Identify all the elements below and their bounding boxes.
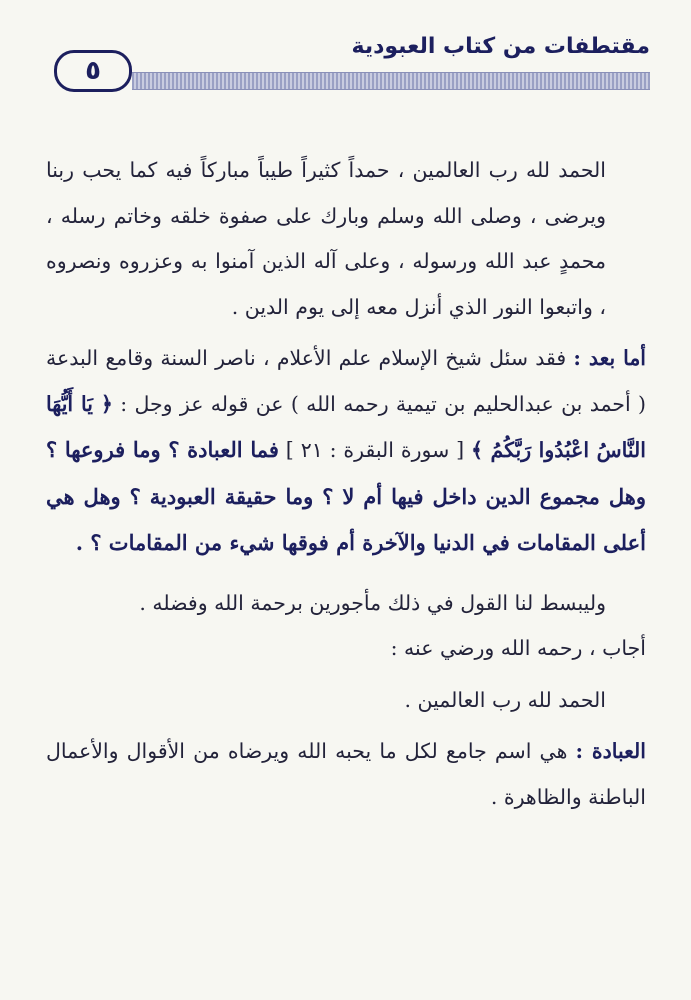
paragraph-answer-intro: أجاب ، رحمه الله ورضي عنه : <box>390 636 646 660</box>
paragraph-definition <box>46 729 646 820</box>
question-intro: فقد سئل شيخ الإسلام علم الأعلام ، ناصر السنة وقامع البدعة ( أحمد بن عبدالحليم بن تيمية رحمه الله ) عن قوله عز وجل : <box>46 346 646 416</box>
page-body <box>46 148 646 820</box>
paragraph-question <box>46 336 646 567</box>
question-text: فما العبادة ؟ وما فروعها ؟ وهل مجموع الدين داخل فيها أم لا ؟ وما حقيقة العبودية ؟ وهل هي أعلى المقامات في الدنيا والآخرة أم فوقها شيء من المقامات ؟ . <box>46 437 646 555</box>
running-title: مقتطفات من كتاب العبودية <box>351 34 650 59</box>
amma-baad-label: أما بعد : <box>573 346 646 370</box>
paragraph-request: وليبسط لنا القول في ذلك مأجورين برحمة الله وفضله . <box>139 590 606 615</box>
paragraph-hamd: الحمد لله رب العالمين . <box>404 687 606 712</box>
quran-verse: ﴿ يَا أَيُّهَا النَّاسُ اعْبُدُوا رَبَّكُمُ ﴾ <box>46 391 647 462</box>
page-number: ٥ <box>54 50 132 92</box>
verse-reference: [ سورة البقرة : ٢١ ] <box>278 438 472 462</box>
paragraph-opening: الحمد لله رب العالمين ، حمداً كثيراً طيباً مباركاً فيه كما يحب ربنا ويرضى ، وصلى الله وسلم وبارك على صفوة خلقه وخاتم رسله ، محمدٍ عبد الله ورسوله ، وعلى آله الذين آمنوا به وعزروه ونصروه ، واتبعوا النور الذي أنزل معه إلى يوم الدين . <box>46 158 606 319</box>
header-rule <box>132 72 650 90</box>
definition-text: هي اسم جامع لكل ما يحبه الله ويرضاه من الأقوال والأعمال الباطنة والظاهرة . <box>46 739 646 809</box>
ibadah-label: العبادة : <box>575 739 646 763</box>
page-header <box>50 28 650 98</box>
